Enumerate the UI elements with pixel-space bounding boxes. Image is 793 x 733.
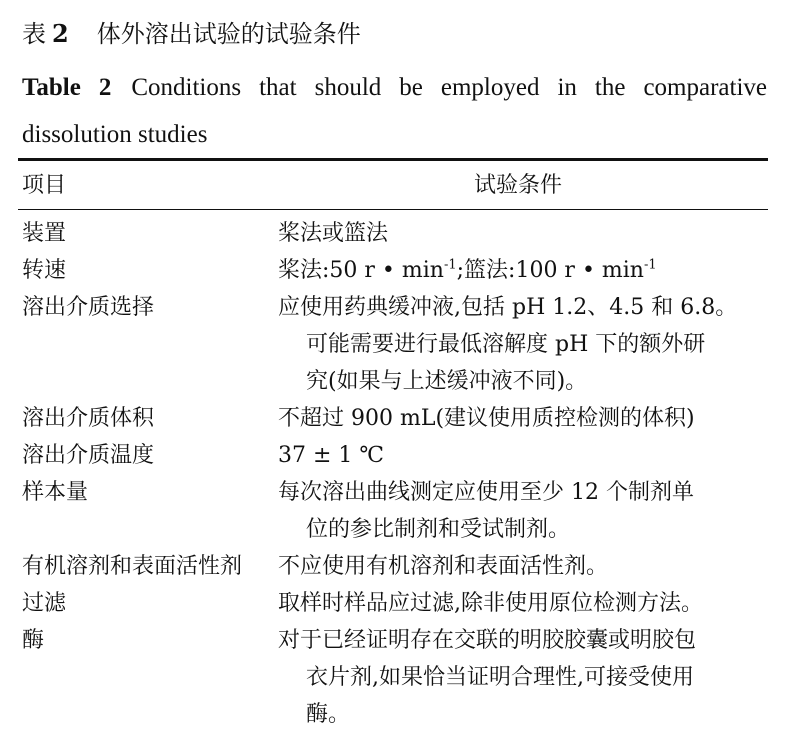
caption-number: 2 bbox=[52, 19, 69, 48]
condition-line: 对于已经证明存在交联的明胶胶囊或明胶包 bbox=[278, 628, 697, 653]
table-row bbox=[0, 619, 793, 730]
basket-speed-text: ;篮法:100 r • min bbox=[456, 258, 644, 283]
row-condition bbox=[278, 437, 756, 474]
caption-label-english: Table 2 bbox=[22, 74, 112, 101]
table-row bbox=[0, 582, 793, 619]
condition-line bbox=[278, 252, 756, 289]
exponent: -1 bbox=[643, 257, 657, 273]
row-item: 溶出介质温度 bbox=[22, 443, 155, 468]
condition-line: 取样时样品应过滤,除非使用原位检测方法。 bbox=[278, 591, 703, 616]
table-top-rule bbox=[18, 158, 768, 161]
header-item: 项目 bbox=[22, 173, 67, 198]
exponent: -1 bbox=[443, 257, 457, 273]
table-row bbox=[0, 286, 793, 397]
table-header-rule bbox=[18, 209, 768, 210]
table-caption-english bbox=[22, 64, 767, 158]
caption-title-english: Conditions that should be employed in the comparative dissolution studies bbox=[22, 74, 768, 148]
row-condition bbox=[278, 548, 756, 585]
row-condition bbox=[278, 622, 756, 733]
condition-line: 衣片剂,如果恰当证明合理性,可接受使用 bbox=[306, 665, 694, 690]
table-caption-chinese bbox=[22, 18, 361, 50]
table-row bbox=[0, 397, 793, 434]
condition-line: 位的参比制剂和受试制剂。 bbox=[306, 517, 571, 542]
condition-line: 应使用药典缓冲液,包括 pH 1.2、4.5 和 6.8。 bbox=[278, 295, 738, 320]
row-item: 样本量 bbox=[22, 480, 89, 505]
row-item: 过滤 bbox=[22, 591, 67, 616]
row-condition bbox=[278, 252, 756, 289]
row-item: 溶出介质体积 bbox=[22, 406, 155, 431]
condition-line: 不应使用有机溶剂和表面活性剂。 bbox=[278, 554, 609, 579]
row-item: 转速 bbox=[22, 258, 67, 283]
paddle-speed-text: 桨法:50 r • min bbox=[278, 258, 444, 283]
condition-line: 每次溶出曲线测定应使用至少 12 个制剂单 bbox=[278, 480, 694, 505]
table-row bbox=[0, 249, 793, 286]
table-row bbox=[0, 212, 793, 249]
table-row bbox=[0, 434, 793, 471]
condition-line: 究(如果与上述缓冲液不同)。 bbox=[306, 369, 588, 394]
row-item: 装置 bbox=[22, 221, 67, 246]
row-item: 酶 bbox=[22, 628, 45, 653]
condition-line: 不超过 900 mL(建议使用质控检测的体积) bbox=[278, 406, 695, 431]
caption-title-chinese: 体外溶出试验的试验条件 bbox=[96, 20, 361, 48]
row-item: 有机溶剂和表面活性剂 bbox=[22, 554, 243, 579]
header-condition: 试验条件 bbox=[474, 173, 563, 198]
condition-line: 37 ± 1 ℃ bbox=[278, 443, 385, 468]
condition-line: 可能需要进行最低溶解度 pH 下的额外研 bbox=[306, 332, 706, 357]
condition-line: 桨法或篮法 bbox=[278, 221, 389, 246]
row-condition bbox=[278, 585, 756, 622]
row-item: 溶出介质选择 bbox=[22, 295, 155, 320]
row-condition bbox=[278, 289, 756, 400]
row-condition bbox=[278, 474, 756, 548]
condition-line: 酶。 bbox=[306, 702, 351, 727]
table-row bbox=[0, 471, 793, 545]
row-condition bbox=[278, 215, 756, 252]
row-condition bbox=[278, 400, 756, 437]
table-body bbox=[0, 212, 793, 730]
table-row bbox=[0, 545, 793, 582]
caption-prefix: 表 bbox=[22, 20, 46, 48]
